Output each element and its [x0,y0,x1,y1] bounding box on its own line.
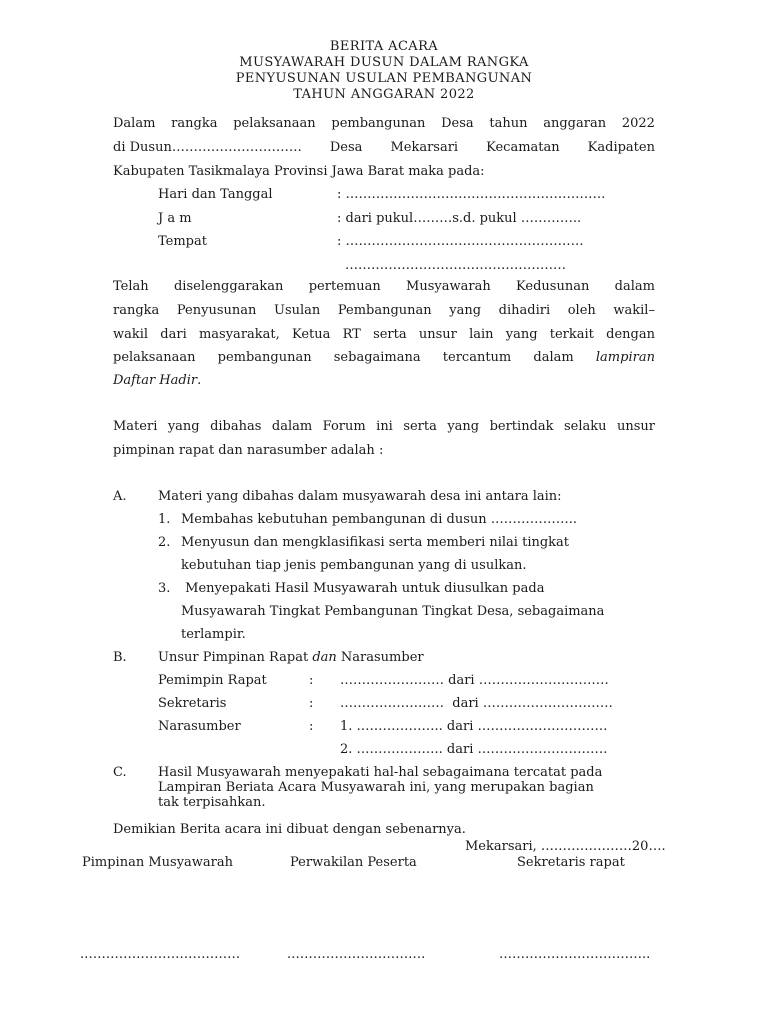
word: pembangunan [217,350,312,365]
signature-title-participants: Perwakilan Peserta [290,855,417,870]
word: tahun [489,116,528,131]
signature-line-leader: .……………………………… [80,947,241,962]
word: Dalam [113,116,156,131]
word: Desa [329,140,363,155]
attendance-list-reference: Daftar Hadir [113,373,198,388]
place-label: Tempat [158,234,207,249]
day-date-value: : …………………………………………………… [337,187,606,202]
word: dalam [271,419,313,434]
word: pelaksanaan [113,350,196,365]
speaker-value-2: 2. ……………….. dari ………………………… [340,742,608,757]
section-a-heading: Materi yang dibahas dalam musyawarah desa ini antara lain: [158,489,562,504]
section-c-text-line-3: tak terpisahkan. [158,795,266,810]
intro-line-1 [113,116,655,131]
word: Mekarsari [390,140,459,155]
word: dibahas [210,419,262,434]
section-c-letter: C. [113,765,127,780]
list-item-number: 3. [158,581,171,596]
word: oleh [567,303,596,318]
word: di Dusun………………………… [113,140,302,155]
word: yang [449,303,482,318]
word: wakil [113,327,149,342]
word: Desa [441,116,474,131]
word: lain [469,327,494,342]
word: masyarakat, [198,327,280,342]
word: pelaksanaan [233,116,316,131]
held-line-5: Daftar Hadir. [113,373,202,388]
word: unsur [616,419,655,434]
word: terkait [549,327,594,342]
section-a-letter: A. [113,489,127,504]
leader-label: Pemimpin Rapat [158,673,267,688]
word: Penyusunan [176,303,257,318]
word: rangka [113,303,160,318]
place-value: : ………………………….…………………… [337,234,584,249]
word: pertemuan [308,279,381,294]
document-title-line-3: PENYUSUNAN USULAN PEMBANGUNAN [235,71,533,86]
leader-colon: : [309,673,314,688]
held-line-2 [113,303,655,318]
list-item-text: Menyepakati Hasil Musyawarah untuk diusulkan pada [181,581,545,596]
word: Forum [322,419,366,434]
word: Telah [113,279,149,294]
place-date: Mekarsari, …………………20…. [465,839,666,854]
document-title-line-4: TAHUN ANGGARAN 2022 [293,87,475,102]
section-c-text-line-2: Lampiran Beriata Acara Musyawarah ini, yang merupakan bagian [158,780,594,795]
word: RT [342,327,361,342]
word: Ketua [291,327,331,342]
materi-line-2: pimpinan rapat dan narasumber adalah : [113,443,384,458]
intro-line-3: Kabupaten Tasikmalaya Provinsi Jawa Barat maka pada: [113,164,485,179]
word: ini [376,419,393,434]
word: dalam [533,350,574,365]
word: Kadipaten [587,140,655,155]
secretary-value: …………………… dari ………………………… [340,696,613,711]
list-item-text: terlampir. [181,627,246,642]
word: yang [447,419,480,434]
speaker-value-1: 1. ……………….. dari ………………………… [340,719,608,734]
section-b-letter: B. [113,650,127,665]
word: selaku [563,419,607,434]
secretary-label: Sekretaris [158,696,227,711]
word: dalam [614,279,655,294]
section-b-heading: Unsur Pimpinan Rapat dan Narasumber [158,650,424,665]
word: diselenggarakan [173,279,284,294]
word: bertindak [489,419,554,434]
signature-line-participants: .…………………………. [287,947,426,962]
speaker-colon: : [309,719,314,734]
italic-word: lampiran [595,350,655,365]
held-line-4 [113,350,655,365]
list-item-number: 1. [158,512,171,527]
intro-line-2 [113,140,655,155]
word: tercantum [442,350,512,365]
word: Musyawarah [406,279,491,294]
word: Usulan [273,303,321,318]
list-item-text: Musyawarah Tingkat Pembangunan Tingkat Desa, sebagaimana [181,604,605,619]
speaker-label: Narasumber [158,719,241,734]
list-item-text: Menyusun dan mengklasifikasi serta memberi nilai tingkat [181,535,570,550]
word: sebagaimana [333,350,421,365]
place-value-continued: …………………………………………… [345,258,566,273]
word: yang [505,327,538,342]
word: Kecamatan [486,140,560,155]
signature-title-leader: Pimpinan Musyawarah [82,855,234,870]
held-line-3 [113,327,655,342]
closing-statement: Demikian Berita acara ini dibuat dengan sebenarnya. [113,822,466,837]
word: wakil– [613,303,655,318]
word: dari [160,327,187,342]
materi-line-1 [113,419,655,434]
secretary-colon: : [309,696,314,711]
list-item-text: kebutuhan tiap jenis pembangunan yang di usulkan. [181,558,527,573]
list-item-text: Membahas kebutuhan pembangunan di dusun ……………….. [181,512,578,527]
word: Materi [113,419,158,434]
list-item-number: 2. [158,535,171,550]
word: dengan [606,327,655,342]
word: Kedusunan [516,279,590,294]
day-date-label: Hari dan Tanggal [158,187,273,202]
word: 2022 [621,116,655,131]
word: pembangunan [331,116,426,131]
word: yang [167,419,200,434]
leader-value: …………………… dari ………………………… [340,673,609,688]
document-title-line-2: MUSYAWARAH DUSUN DALAM RANGKA [239,55,529,70]
signature-line-secretary: …………………………….. [499,947,651,962]
word: serta [373,327,407,342]
document-title-line-1: BERITA ACARA [329,39,439,54]
word: dihadiri [498,303,551,318]
time-value: : dari pukul………s.d. pukul ………….. [337,211,582,226]
word: anggaran [543,116,607,131]
section-c-text-line-1: Hasil Musyawarah menyepakati hal-hal sebagaimana tercatat pada [158,765,603,780]
time-label: J a m [158,211,192,226]
signature-title-secretary: Sekretaris rapat [517,855,625,870]
word: serta [403,419,437,434]
held-line-1 [113,279,655,294]
word: Pembangunan [337,303,432,318]
word: rangka [171,116,218,131]
word: unsur [418,327,457,342]
